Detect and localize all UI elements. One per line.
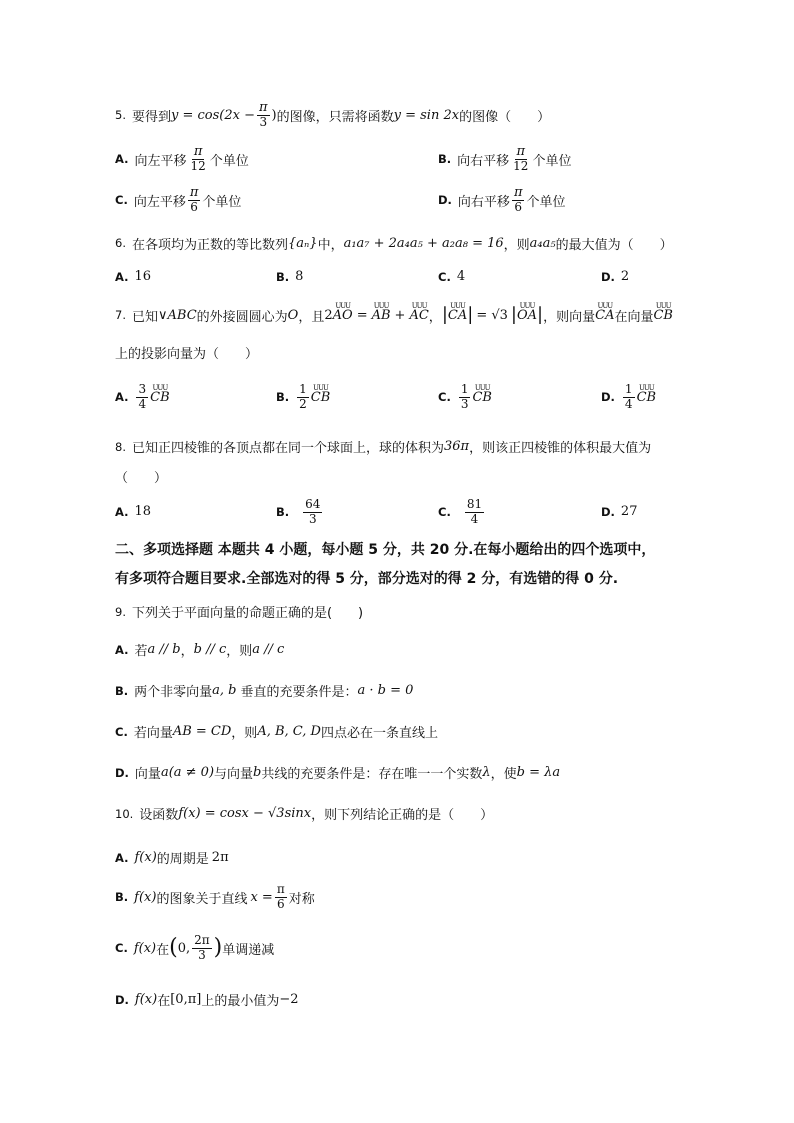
paren: ) [213, 935, 223, 960]
option-text: 个单位 [526, 194, 566, 210]
option-label: A. [115, 390, 129, 404]
question-text: ，则该正四棱锥的体积最大值为 [469, 441, 652, 456]
option-text: ，使 [490, 767, 517, 782]
option-text: 若向量 [133, 726, 173, 741]
formula: (a ≠ 0) [168, 765, 215, 780]
vector: UUU CB [472, 383, 492, 405]
formula: f(x) [133, 940, 157, 956]
option-b[interactable] [276, 492, 324, 532]
option-label: A. [115, 152, 129, 166]
formula: a // b [147, 642, 181, 657]
formula: {aₙ} [288, 235, 318, 251]
option-value: 4 [456, 269, 466, 284]
formula: AB = CD [172, 724, 232, 739]
vector: UUU AC [409, 301, 429, 323]
option-label: A. [115, 850, 129, 865]
option-text: 的周期是 [156, 852, 209, 867]
option-text: 共线的充要条件是：存在唯一一个实数 [261, 767, 483, 782]
fraction: $\frac{\pi}{6}$ [189, 184, 199, 215]
abs-bar: | [467, 304, 474, 325]
question-10 [115, 804, 493, 823]
formula: a₁a₇ + 2a₄a₅ + a₂a₈ = 16 [343, 235, 504, 251]
option-value: 8 [295, 269, 304, 284]
option-text: 单调递减 [222, 942, 275, 958]
section-header: 二、多项选择题 本题共 4 小题，每小题 5 分，共 20 分.在每小题给出的四个选项中， [115, 542, 656, 558]
question-7-line-2 [115, 343, 258, 362]
option-d[interactable] [601, 269, 629, 284]
question-8-line-2 [115, 467, 167, 486]
option-text: 对称 [288, 891, 315, 907]
option-label: C. [115, 941, 128, 955]
vector: UUU CB [150, 383, 170, 405]
option-label: B. [115, 683, 129, 698]
formula: ) [271, 107, 277, 123]
option-b[interactable] [115, 880, 315, 914]
option-label: B. [276, 390, 290, 404]
option-text: 在 [157, 994, 171, 1009]
option-text: 的图象关于直线 [156, 891, 248, 907]
vector: UUU OA [516, 301, 538, 323]
vector: UUU CB [310, 383, 331, 405]
fraction: $\frac{\pi}{6}$ [276, 882, 285, 911]
question-text: 设函数 [139, 808, 179, 823]
option-text: 若 [134, 644, 148, 659]
option-text: ，则 [226, 644, 253, 659]
question-number: 10. [115, 806, 134, 821]
option-a[interactable] [115, 269, 151, 284]
vector: UUU CB [653, 301, 673, 323]
fraction: $\frac{\pi}{12}$ [190, 143, 206, 174]
question-text: ，则下列结论正确的是（ ） [311, 808, 494, 823]
formula: f(x) [134, 992, 158, 1007]
formula: [0,π] [170, 992, 202, 1007]
option-text: 个单位 [209, 153, 249, 169]
option-text: 垂直的充要条件是： [240, 685, 358, 700]
option-a[interactable] [115, 640, 284, 659]
formula: a, b [212, 683, 237, 698]
question-text: 在向量 [614, 309, 654, 325]
section-header: 有多项符合题目要求.全部选对的得 5 分，部分选对的得 2 分，有选错的得 0 分. [115, 571, 619, 587]
formula: f(x) [134, 889, 157, 905]
option-d[interactable] [601, 380, 656, 414]
vector: UUU CA [595, 301, 615, 323]
option-text: 个单位 [202, 194, 242, 210]
option-label: B. [115, 890, 129, 904]
option-c[interactable] [115, 722, 438, 741]
formula: + [394, 307, 406, 323]
formula: −2 [279, 992, 299, 1007]
fraction: $\frac{2\pi}{3}$ [194, 933, 210, 962]
option-b[interactable] [276, 269, 303, 284]
option-label: D. [115, 765, 129, 780]
option-c[interactable] [438, 492, 486, 532]
option-label: C. [438, 505, 451, 519]
option-label: A. [115, 269, 129, 284]
question-text: 的最大值为（ ） [555, 237, 673, 253]
option-text: 个单位 [532, 153, 572, 169]
fraction: $\frac{1}{2}$ [299, 382, 307, 411]
formula: y = cos(2x − [171, 107, 255, 123]
formula: A, B, C, D [257, 724, 321, 739]
vector: UUU CB [636, 383, 657, 405]
vector: UUU AB [371, 301, 391, 323]
question-number: 7. [115, 308, 126, 322]
question-text: 已知 [131, 309, 158, 325]
option-value: 16 [134, 269, 152, 284]
formula: a · b = 0 [357, 683, 414, 698]
question-number: 9. [115, 604, 126, 619]
option-label: B. [438, 152, 452, 166]
option-text: ，则 [231, 726, 258, 741]
formula: f(x) = cosx − √3sinx [178, 806, 312, 821]
question-text: 已知正四棱锥的各顶点都在同一个球面上，球的体积为 [131, 441, 444, 456]
formula: O [287, 307, 299, 323]
option-label: B. [276, 269, 290, 284]
option-label: C. [115, 193, 128, 207]
option-d[interactable] [115, 990, 299, 1009]
question-text: 要得到 [131, 109, 171, 125]
option-label: B. [276, 505, 290, 519]
option-text: 向量 [134, 767, 161, 782]
formula: b = λa [516, 765, 561, 780]
option-label: C. [438, 390, 451, 404]
option-text: 向左平移 [134, 153, 187, 169]
formula: a // c [252, 642, 285, 657]
fraction: $\frac{64}{3}$ [305, 497, 321, 526]
abs-bar: | [510, 304, 517, 325]
option-text: 向左平移 [133, 194, 186, 210]
vector: UUU AO [332, 301, 353, 323]
question-text: 的图像（ ） [459, 109, 551, 125]
question-9 [115, 602, 363, 621]
fraction: $\frac{1}{3}$ [460, 382, 469, 411]
question-text: ，且 [298, 309, 325, 325]
formula: f(x) [134, 850, 157, 865]
paren: ( [169, 935, 178, 960]
formula: a [160, 765, 169, 780]
formula: = √3 [476, 307, 508, 323]
option-a[interactable] [115, 144, 249, 174]
option-label: A. [115, 504, 129, 519]
option-c[interactable] [438, 269, 465, 284]
formula: 0, [177, 940, 191, 956]
option-a[interactable] [115, 380, 170, 414]
option-a[interactable] [115, 504, 151, 519]
formula: ∨ABC [158, 307, 197, 323]
option-label: C. [438, 269, 451, 284]
option-c[interactable] [115, 928, 274, 968]
question-7 [115, 303, 673, 327]
vector: UUU CA [447, 301, 468, 323]
fraction: $\frac{81}{4}$ [466, 497, 483, 526]
option-text: 四点必在一条直线上 [320, 726, 438, 741]
formula: = [356, 307, 368, 323]
fraction: $\frac{\pi}{12}$ [513, 143, 529, 174]
option-text: ， [180, 644, 194, 659]
question-text: ，则向量 [543, 309, 596, 325]
option-d[interactable] [115, 763, 560, 782]
option-text: 两个非零向量 [134, 685, 213, 700]
option-label: D. [601, 269, 615, 284]
option-value: 2 [620, 269, 630, 284]
question-8 [115, 437, 651, 456]
abs-bar: | [537, 304, 544, 325]
question-text: 中， [317, 237, 344, 253]
fraction: $\frac{\pi}{3}$ [258, 99, 268, 130]
formula: 2π [211, 850, 229, 865]
option-c[interactable] [115, 185, 241, 215]
option-b[interactable] [438, 144, 571, 174]
question-number: 6. [115, 236, 126, 250]
question-text: 在各项均为正数的等比数列 [131, 237, 288, 253]
question-text: ， [428, 309, 442, 325]
question-6 [115, 232, 673, 254]
option-b[interactable] [115, 681, 413, 700]
option-text: 在 [156, 942, 170, 958]
question-text: （ ） [115, 471, 168, 486]
option-label: D. [115, 992, 129, 1007]
abs-bar: | [441, 304, 448, 325]
formula: 2 [324, 307, 333, 323]
question-text: 的图像，只需将函数 [276, 109, 394, 125]
formula: y = sin 2x [393, 107, 460, 123]
option-label: D. [601, 390, 615, 404]
option-label: C. [115, 724, 128, 739]
formula: λ [482, 765, 491, 780]
question-text: 下列关于平面向量的命题正确的是( ) [131, 606, 364, 621]
formula: b // c [193, 642, 227, 657]
option-label: D. [438, 193, 452, 207]
formula: b [253, 765, 262, 780]
option-label: A. [115, 642, 129, 657]
question-number: 8. [115, 439, 126, 454]
question-5 [115, 100, 550, 130]
option-text: 向右平移 [457, 153, 510, 169]
option-c[interactable] [438, 380, 492, 414]
question-text: ，则 [503, 237, 530, 253]
option-a[interactable] [115, 848, 229, 867]
option-d[interactable] [601, 504, 637, 519]
question-number: 5. [115, 108, 126, 122]
formula: x = [250, 889, 273, 905]
option-text: 向右平移 [457, 194, 510, 210]
option-text: 与向量 [214, 767, 254, 782]
option-value: 18 [134, 504, 152, 519]
formula: a₄a₅ [529, 235, 556, 251]
question-text: 的外接圆圆心为 [196, 309, 288, 325]
question-text: 上的投影向量为（ ） [115, 347, 259, 362]
option-d[interactable] [438, 185, 566, 215]
option-value: 27 [620, 504, 638, 519]
option-b[interactable] [276, 380, 330, 414]
formula: 36π [444, 439, 470, 454]
option-label: D. [601, 504, 615, 519]
fraction: $\frac{1}{4}$ [624, 382, 633, 411]
fraction: $\frac{\pi}{6}$ [513, 184, 523, 215]
option-text: 上的最小值为 [201, 994, 280, 1009]
fraction: $\frac{3}{4}$ [138, 382, 147, 411]
